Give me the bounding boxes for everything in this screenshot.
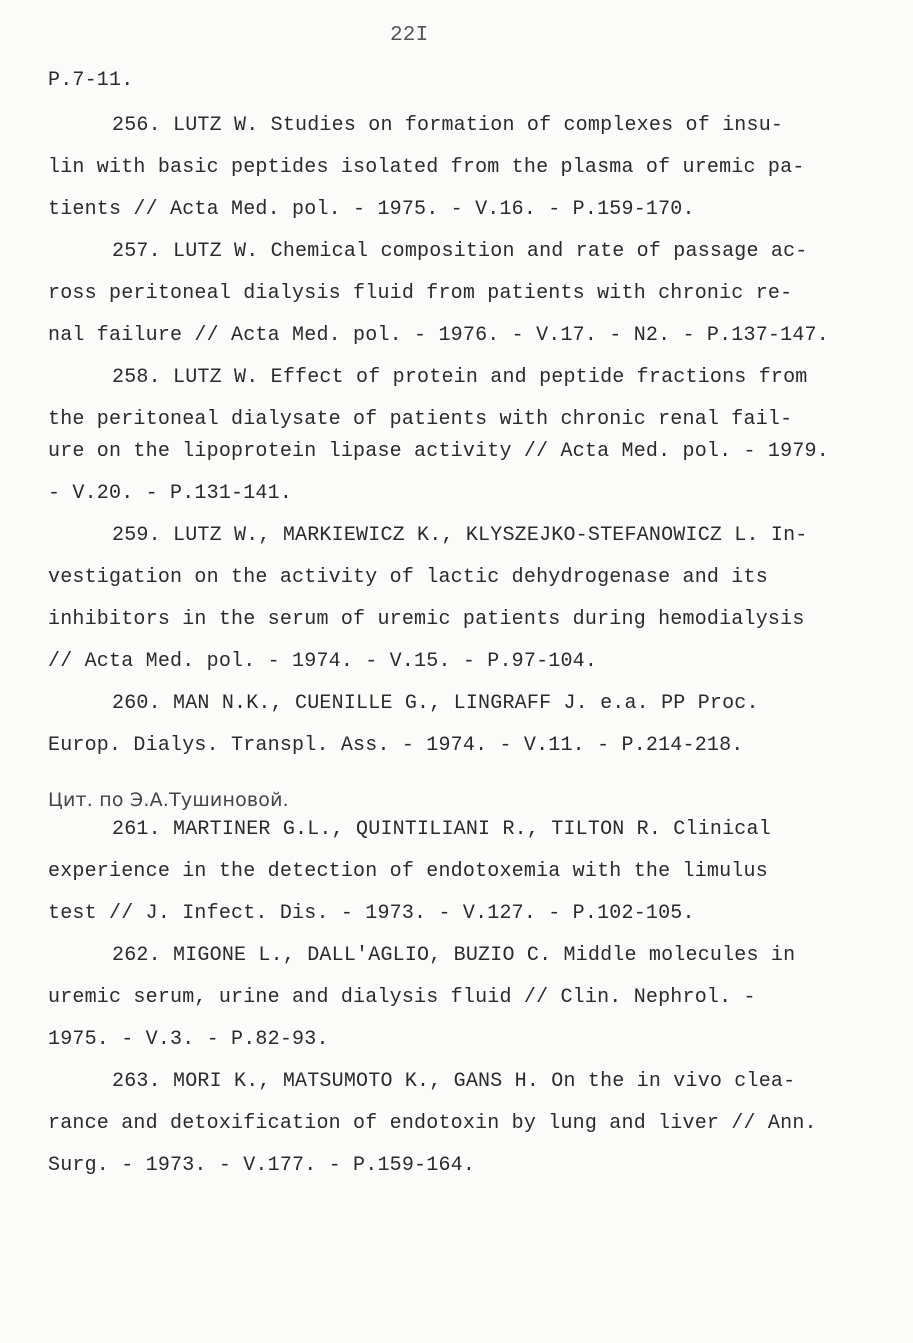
text-line: uremic serum, urine and dialysis fluid // Clin. Nephrol. -	[48, 986, 756, 1009]
text-line: 259. LUTZ W., MARKIEWICZ K., KLYSZEJKO-STEFANOWICZ L. In-	[112, 524, 808, 547]
text-line: 257. LUTZ W. Chemical composition and rate of passage ac-	[112, 240, 808, 263]
text-line: Europ. Dialys. Transpl. Ass. - 1974. - V.11. - P.214-218.	[48, 734, 744, 757]
text-line: 1975. - V.3. - P.82-93.	[48, 1028, 329, 1051]
text-line: lin with basic peptides isolated from the plasma of uremic pa-	[48, 156, 805, 179]
text-line: test // J. Infect. Dis. - 1973. - V.127. - P.102-105.	[48, 902, 695, 925]
text-line: // Acta Med. pol. - 1974. - V.15. - P.97-104.	[48, 650, 598, 673]
page-number: 22I	[390, 24, 429, 47]
text-line: 260. MAN N.K., CUENILLE G., LINGRAFF J. e.a. PP Proc.	[112, 692, 759, 715]
text-line: experience in the detection of endotoxemia with the limulus	[48, 860, 768, 883]
text-line: - V.20. - P.131-141.	[48, 482, 293, 505]
text-line: nal failure // Acta Med. pol. - 1976. - V.17. - N2. - P.137-147.	[48, 324, 829, 347]
text-line: 258. LUTZ W. Effect of protein and peptide fractions from	[112, 366, 808, 389]
text-line: 263. MORI K., MATSUMOTO K., GANS H. On the in vivo clea-	[112, 1070, 796, 1093]
text-line: 256. LUTZ W. Studies on formation of complexes of insu-	[112, 114, 784, 137]
text-line: tients // Acta Med. pol. - 1975. - V.16. - P.159-170.	[48, 198, 695, 221]
text-line: ure on the lipoprotein lipase activity // Acta Med. pol. - 1979.	[48, 440, 829, 463]
text-line: inhibitors in the serum of uremic patients during hemodialysis	[48, 608, 805, 631]
text-line: the peritoneal dialysate of patients with chronic renal fail-	[48, 408, 793, 431]
citation-note: Цит. по Э.А.Тушиновой.	[48, 789, 289, 811]
text-line: P.7-11.	[48, 69, 134, 92]
text-line: Surg. - 1973. - V.177. - P.159-164.	[48, 1154, 476, 1177]
text-line: rance and detoxification of endotoxin by lung and liver // Ann.	[48, 1112, 817, 1135]
text-line: vestigation on the activity of lactic dehydrogenase and its	[48, 566, 768, 589]
text-line: 261. MARTINER G.L., QUINTILIANI R., TILTON R. Clinical	[112, 818, 771, 841]
text-line: ross peritoneal dialysis fluid from patients with chronic re-	[48, 282, 793, 305]
text-line: 262. MIGONE L., DALL'AGLIO, BUZIO C. Middle molecules in	[112, 944, 796, 967]
